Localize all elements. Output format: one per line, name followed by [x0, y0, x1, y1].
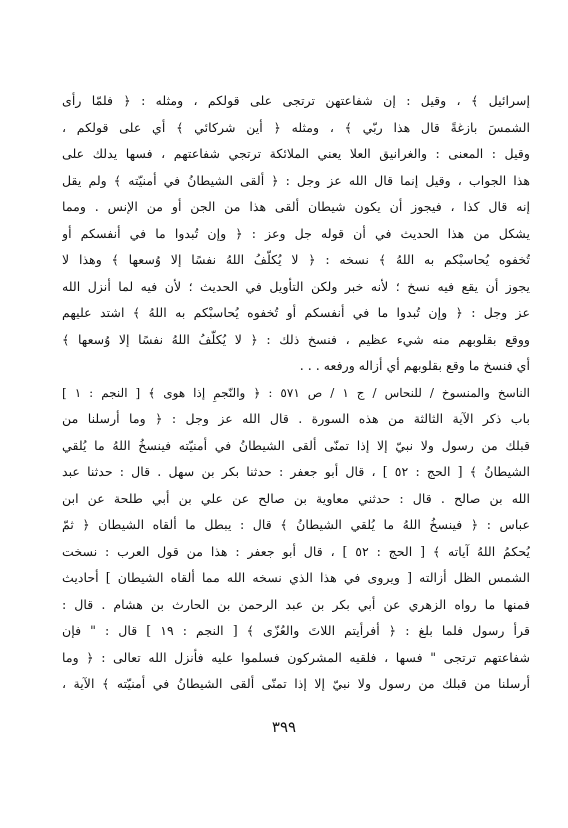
text-line: باب ذكر الآية الثالثة من هذه السورة . قال الله عز وجل : ﴿ وما أرسلنا من [62, 411, 530, 426]
text-line: أرسلنا من قبلك من رسول ولا نبيّ إلا إذا تمنّى ألقى الشيطانُ في أمنيّته ﴾ الآية ، [62, 676, 530, 691]
text-line: الله بن صالح . قال : حدثني معاوية بن صالح عن علي بن أبي طلحة عن ابن [62, 490, 530, 506]
source-reference-line: الناسخ والمنسوخ / للنحاس / ج ١ / ص ٥٧١ : ﴿ والنّجمِ إذا هوى ﴾ [ النجم : ١ ] [62, 385, 530, 400]
text-line: وقيل : المعنى : والغرانيق العلا يعني الملائكة ترتجي شفاعتهم ، فسها يدلك على [62, 146, 530, 161]
text-line: يُحكمُ اللهُ آياته ﴾ [ الحج : ٥٢ ] ، قال أبو جعفر : هذا من قول العرب : نسخت [62, 543, 530, 559]
text-line: تُخفوه يُحاسبْكم به اللهُ ﴾ نسخه : ﴿ لا يُكلّفُ اللهُ نفسًا إلا وُسعها ﴾ وهذا لا [62, 252, 530, 267]
body-text [62, 88, 530, 698]
page-number: ٣٩٩ [271, 718, 297, 736]
text-line: إنه قال كذا ، فيجوز أن يكون شيطان ألقى هذا من الجن أو من الإنس . ومما [62, 199, 530, 214]
text-line: فمنها ما رواه الزهري عن أبي بكر بن عبد الرحمن بن الحارث بن هشام . قال : [62, 596, 530, 612]
text-line: شفاعتهم ترتجى " فسها ، فلقيه المشركون فسلموا عليه فأنزل الله تعالى : ﴿ وما [62, 649, 530, 665]
text-line: قبلك من رسول ولا نبيّ إلا إذا تمنّى ألقى الشيطانُ في أمنيّته فينسخُ اللهُ ما يُلقي [62, 437, 530, 453]
text-line: أي فنسخ ما وقع بقلوبهم أي أزاله ورفعه . . . [299, 358, 530, 373]
text-line: ووقع بقلوبهم منه شيء عظيم ، فنسخ ذلك : ﴿ لا يُكلّفُ اللهُ نفسًا إلا وُسعها ﴾ [62, 331, 530, 347]
text-line: عباس : ﴿ فينسخُ اللهُ ما يُلقي الشيطانُ ﴾ قال : يبطل ما ألقاه الشيطان ﴿ ثمّ [62, 517, 530, 532]
text-line: إسرائيل ﴾ ، وقيل : إن شفاعتهن ترتجى على قولكم ، ومثله : ﴿ فلمّا رأى [62, 93, 530, 108]
text-line: يجوز أن يقع فيه نسخ ؛ لأنه خبر ولكن التأويل في الحديث ؛ لأن فيه لما أنزل الله [62, 278, 530, 294]
text-line: هذا الجواب ، وقيل إنما قال الله عز وجل : ﴿ ألقى الشيطانُ في أمنيّته ﴾ ولم يقل [62, 172, 530, 188]
text-line: قرأ رسول فلما بلغ : ﴿ أفرأيتم اللاتَ والعُزّى ﴾ [ النجم : ١٩ ] قال : " فإن [62, 623, 530, 638]
text-line: يشكل من هذا الحديث في أن قوله جل وعز : ﴿ وإن تُبدوا ما في أنفسكم أو [62, 225, 530, 241]
text-line: الشمسَ بازغةً قال هذا ربّي ﴾ ، ومثله ﴿ أين شركائي ﴾ أي على قولكم ، [62, 119, 530, 135]
text-line: الشيطانُ ﴾ [ الحج : ٥٢ ] ، قال أبو جعفر : حدثنا بكر بن سهل . قال : حدثنا عبد [62, 464, 530, 479]
text-line: الشمس الظل أزالته [ ويروى في هذا الذي نسخه الله مما ألقاه الشيطان ] أحاديث [62, 570, 530, 585]
text-line: عز وجل : ﴿ وإن تُبدوا ما في أنفسكم أو تُخفوه يُحاسبْكم به اللهُ ﴾ اشتد عليهم [62, 305, 530, 320]
